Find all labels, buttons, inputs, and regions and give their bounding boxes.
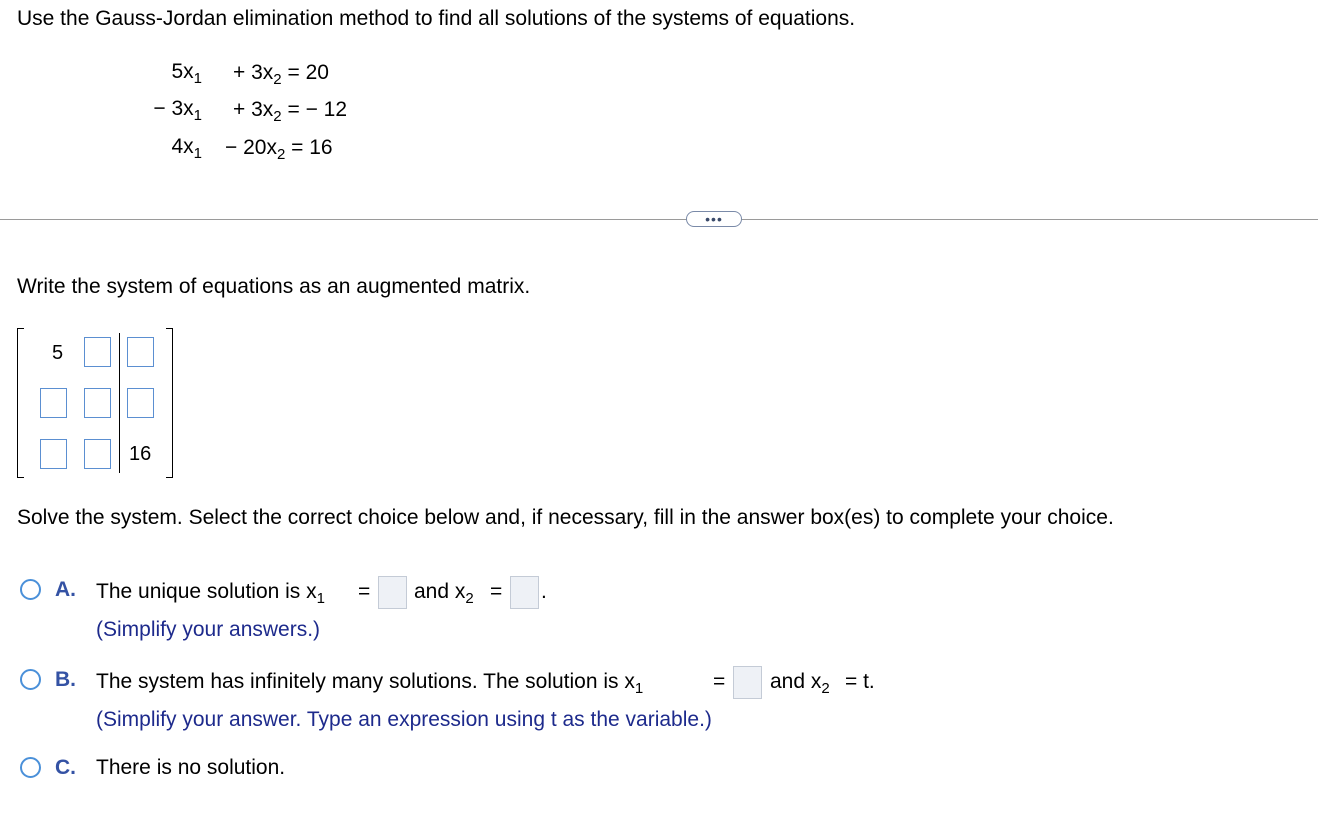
choice-a-radio[interactable] [20, 579, 41, 600]
choice-a-equals-2: = [490, 580, 503, 603]
choice-a-period: . [541, 580, 547, 603]
choice-b-x1-input[interactable] [733, 666, 762, 699]
matrix-left-bracket [17, 328, 24, 478]
choice-b-equals-t: = t. [845, 670, 875, 693]
matrix-r2c3-input[interactable] [127, 388, 154, 418]
eq3-term1: $4x_1$ [171, 135, 202, 162]
choice-a-x2-input[interactable] [510, 576, 539, 609]
choice-b-text: The system has infinitely many solutions. The solution is $x_1$ [96, 670, 644, 697]
choice-a-hint: (Simplify your answers.) [96, 618, 321, 641]
choice-b-radio[interactable] [20, 669, 41, 690]
matrix-right-bracket [166, 328, 173, 478]
matrix-r2c1-input[interactable] [40, 388, 67, 418]
choice-a-equals-1: = [358, 580, 371, 603]
choice-c-text: There is no solution. [96, 756, 286, 779]
choice-a-x1-input[interactable] [378, 576, 407, 609]
choice-b-equals-1: = [713, 670, 726, 693]
matrix-r1c3-input[interactable] [127, 337, 154, 367]
choice-a-text: The unique solution is $x_1$ [96, 580, 325, 607]
matrix-r1c2-input[interactable] [84, 337, 111, 367]
augment-separator [119, 333, 120, 473]
matrix-r1c1: 5 [52, 342, 64, 364]
eq3-term2: − $20x_2 = 16$ [225, 136, 333, 163]
eq1-term1: $5x_1$ [171, 60, 202, 87]
choice-c-radio[interactable] [20, 757, 41, 778]
choice-b-letter: B. [55, 668, 76, 691]
matrix-r2c2-input[interactable] [84, 388, 111, 418]
more-options-button[interactable]: ••• [686, 211, 742, 227]
eq2-term2: + $3x_2$ = − 12 [233, 98, 348, 125]
section-divider [0, 219, 1318, 220]
choice-c-letter: C. [55, 756, 76, 779]
choice-b-text-2: and $x_2$ [770, 670, 830, 697]
choice-a-letter: A. [55, 578, 76, 601]
solve-prompt: Solve the system. Select the correct choice below and, if necessary, fill in the answer box(es) to complete your choice. [17, 506, 1114, 529]
eq1-term2: + $3x_2 = 20$ [233, 61, 329, 88]
eq2-term1: − $3x_1$ [153, 97, 202, 124]
matrix-prompt: Write the system of equations as an augmented matrix. [17, 275, 531, 298]
choice-a-text-2: and $x_2$ [414, 580, 474, 607]
choice-b-hint: (Simplify your answer. Type an expression using t as the variable.) [96, 708, 712, 731]
matrix-r3c3: 16 [129, 443, 152, 465]
instruction-text: Use the Gauss-Jordan elimination method to find all solutions of the systems of equations. [17, 7, 856, 30]
matrix-r3c2-input[interactable] [84, 439, 111, 469]
matrix-r3c1-input[interactable] [40, 439, 67, 469]
